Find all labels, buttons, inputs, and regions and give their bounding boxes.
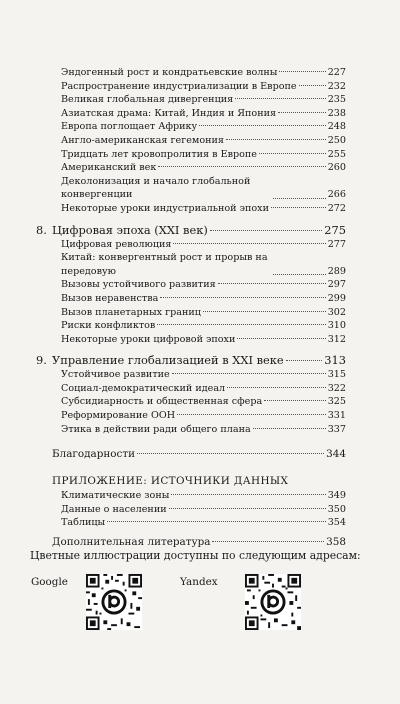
toc-entry: Китай: конвергентный рост и прорыв на передовую 289 — [61, 252, 346, 277]
toc-entry: Деколонизация и начало глобальной конвергенции 266 — [61, 175, 346, 201]
chapter-heading: 8. Цифровая эпоха (XXI век) 275 — [36, 222, 346, 237]
toc-entry: Таблицы 354 — [61, 517, 346, 529]
toc-entry: Великая глобальная дивергенция 235 — [61, 94, 346, 106]
toc-entry: Цифровая революция 277 — [61, 238, 346, 250]
toc-entry: Азиатская драма: Китай, Индия и Япония 238 — [61, 107, 346, 119]
toc-entry: Риски конфликтов 310 — [61, 320, 346, 332]
toc-entry: Тридцать лет кровопролития в Европе 255 — [61, 148, 346, 160]
toc-thanks: Благодарности 344 — [52, 448, 346, 461]
appendix-heading: ПРИЛОЖЕНИЕ: ИСТОЧНИКИ ДАННЫХ — [52, 475, 289, 488]
toc-entry: Распространение индустриализации в Европе 232 — [61, 80, 346, 92]
google-label: Google — [31, 576, 68, 588]
toc-entry: Вызовы устойчивого развития 297 — [61, 279, 346, 291]
toc-entry: Европа поглощает Африку 248 — [61, 121, 346, 133]
toc-entry: Вызов планетарных границ 302 — [61, 306, 346, 318]
table-of-contents — [36, 66, 346, 550]
toc-entry: Субсидиарность и общественная сфера 325 — [61, 396, 346, 408]
toc-entry: Устойчивое развитие 315 — [61, 369, 346, 381]
yandex-label: Yandex — [180, 576, 218, 588]
toc-entry: Некоторые уроки цифровой эпохи 312 — [61, 333, 346, 345]
toc-literature: Дополнительная литература 358 — [52, 536, 346, 549]
toc-entry: Американский век 260 — [61, 162, 346, 174]
chapter-heading: 9. Управление глобализацией в XXI веке 313 — [36, 353, 346, 368]
toc-entry: Климатические зоны 349 — [61, 490, 346, 502]
qr-code-icon[interactable] — [245, 574, 301, 630]
toc-entry: Данные о населении 350 — [61, 503, 346, 515]
toc-entry: Этика в действии ради общего плана 337 — [61, 423, 346, 435]
illustrations-note: Цветные иллюстрации доступны по следующим адресам: — [30, 549, 361, 562]
toc-entry: Социал-демократический идеал 322 — [61, 382, 346, 394]
toc-entry: Эндогенный рост и кондратьевские волны 227 — [61, 67, 346, 78]
qr-code-icon[interactable] — [86, 574, 142, 630]
toc-entry: Реформирование ООН 331 — [61, 410, 346, 422]
toc-entry: Англо-американская гегемония 250 — [61, 134, 346, 146]
toc-entry: Вызов неравенства 299 — [61, 292, 346, 304]
toc-entry: Некоторые уроки индустриальной эпохи 272 — [61, 202, 346, 214]
